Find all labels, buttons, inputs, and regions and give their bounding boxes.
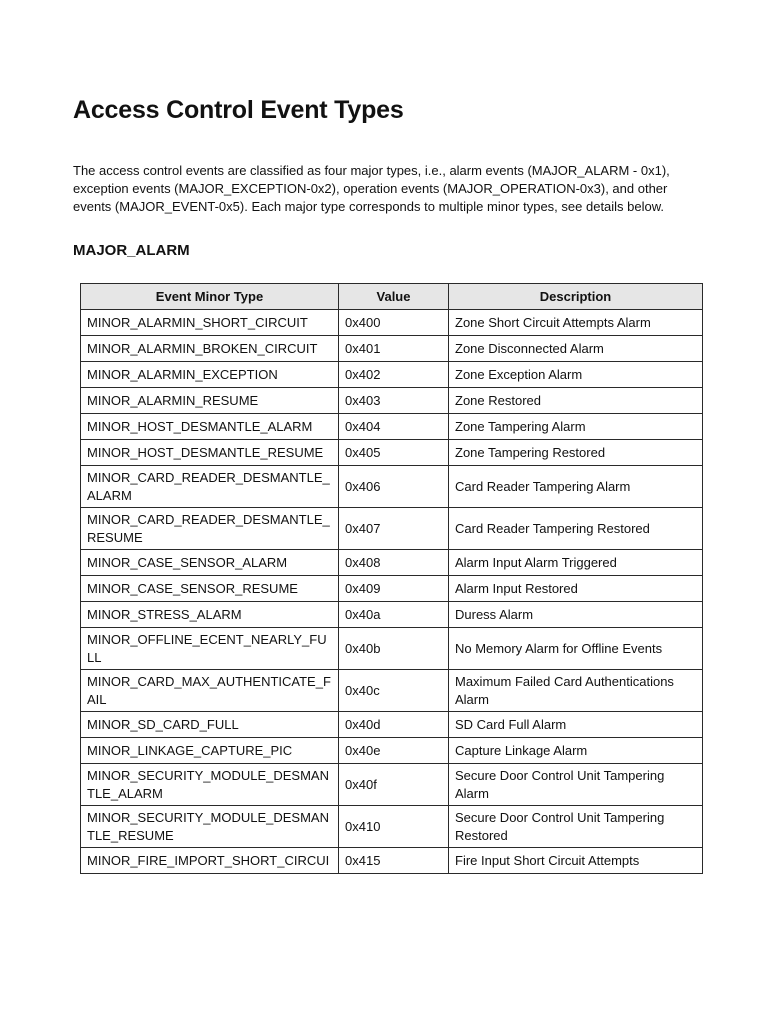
cell-value: 0x403 xyxy=(339,388,449,414)
table-row xyxy=(81,550,703,576)
cell-event-minor-type: MINOR_SECURITY_MODULE_DESMANTLE_ALARM xyxy=(81,764,339,806)
cell-description: Zone Disconnected Alarm xyxy=(449,336,703,362)
intro-paragraph: The access control events are classified as four major types, i.e., alarm events (MAJOR_ALARM - 0x1), exception events (MAJOR_EXCEPTION-0x2), operation events (MAJOR_OPERATION-0x3), and other events (MAJOR_EVENT-0x5). Each major type corresponds to multiple minor types, see details below. xyxy=(73,163,670,214)
cell-description: Maximum Failed Card Authentications Alarm xyxy=(449,670,703,712)
cell-event-minor-type: MINOR_ALARMIN_EXCEPTION xyxy=(81,362,339,388)
table-row xyxy=(81,670,703,712)
header-description: Description xyxy=(449,284,703,310)
cell-value: 0x404 xyxy=(339,414,449,440)
event-types-table xyxy=(80,283,703,874)
cell-description: Fire Input Short Circuit Attempts xyxy=(449,848,703,874)
table-row xyxy=(81,806,703,848)
cell-event-minor-type: MINOR_FIRE_IMPORT_SHORT_CIRCUI xyxy=(81,848,339,874)
cell-event-minor-type: MINOR_LINKAGE_CAPTURE_PIC xyxy=(81,738,339,764)
header-event-minor-type: Event Minor Type xyxy=(81,284,339,310)
cell-description: Zone Tampering Alarm xyxy=(449,414,703,440)
table-row xyxy=(81,336,703,362)
cell-event-minor-type: MINOR_STRESS_ALARM xyxy=(81,602,339,628)
cell-event-minor-type: MINOR_ALARMIN_BROKEN_CIRCUIT xyxy=(81,336,339,362)
cell-value: 0x40e xyxy=(339,738,449,764)
cell-description: No Memory Alarm for Offline Events xyxy=(449,628,703,670)
header-value: Value xyxy=(339,284,449,310)
cell-description: SD Card Full Alarm xyxy=(449,712,703,738)
cell-value: 0x401 xyxy=(339,336,449,362)
cell-value: 0x40f xyxy=(339,764,449,806)
cell-event-minor-type: MINOR_SECURITY_MODULE_DESMANTLE_RESUME xyxy=(81,806,339,848)
cell-value: 0x415 xyxy=(339,848,449,874)
cell-value: 0x40b xyxy=(339,628,449,670)
table-row xyxy=(81,466,703,508)
cell-event-minor-type: MINOR_CARD_READER_DESMANTLE_ALARM xyxy=(81,466,339,508)
table-row xyxy=(81,628,703,670)
cell-event-minor-type: MINOR_ALARMIN_RESUME xyxy=(81,388,339,414)
table-row xyxy=(81,414,703,440)
cell-value: 0x405 xyxy=(339,440,449,466)
cell-value: 0x402 xyxy=(339,362,449,388)
table-row xyxy=(81,712,703,738)
table-row xyxy=(81,738,703,764)
table-row xyxy=(81,764,703,806)
cell-description: Secure Door Control Unit Tampering Restored xyxy=(449,806,703,848)
cell-description: Secure Door Control Unit Tampering Alarm xyxy=(449,764,703,806)
cell-event-minor-type: MINOR_HOST_DESMANTLE_RESUME xyxy=(81,440,339,466)
cell-value: 0x410 xyxy=(339,806,449,848)
cell-description: Alarm Input Alarm Triggered xyxy=(449,550,703,576)
table-row xyxy=(81,388,703,414)
table-row xyxy=(81,602,703,628)
cell-value: 0x409 xyxy=(339,576,449,602)
cell-event-minor-type: MINOR_CARD_READER_DESMANTLE_RESUME xyxy=(81,508,339,550)
cell-event-minor-type: MINOR_CARD_MAX_AUTHENTICATE_FAIL xyxy=(81,670,339,712)
cell-description: Duress Alarm xyxy=(449,602,703,628)
cell-description: Capture Linkage Alarm xyxy=(449,738,703,764)
cell-value: 0x406 xyxy=(339,466,449,508)
cell-description: Card Reader Tampering Alarm xyxy=(449,466,703,508)
cell-value: 0x40d xyxy=(339,712,449,738)
table-row xyxy=(81,848,703,874)
cell-event-minor-type: MINOR_CASE_SENSOR_ALARM xyxy=(81,550,339,576)
cell-description: Zone Short Circuit Attempts Alarm xyxy=(449,310,703,336)
cell-value: 0x407 xyxy=(339,508,449,550)
cell-value: 0x400 xyxy=(339,310,449,336)
cell-event-minor-type: MINOR_HOST_DESMANTLE_ALARM xyxy=(81,414,339,440)
cell-event-minor-type: MINOR_OFFLINE_ECENT_NEARLY_FULL xyxy=(81,628,339,670)
cell-event-minor-type: MINOR_CASE_SENSOR_RESUME xyxy=(81,576,339,602)
table-row xyxy=(81,362,703,388)
cell-description: Zone Tampering Restored xyxy=(449,440,703,466)
cell-description: Zone Restored xyxy=(449,388,703,414)
table-row xyxy=(81,310,703,336)
table-header-row xyxy=(81,284,703,310)
cell-value: 0x40a xyxy=(339,602,449,628)
cell-event-minor-type: MINOR_ALARMIN_SHORT_CIRCUIT xyxy=(81,310,339,336)
section-heading-major-alarm: MAJOR_ALARM xyxy=(73,242,190,259)
cell-event-minor-type: MINOR_SD_CARD_FULL xyxy=(81,712,339,738)
table-row xyxy=(81,576,703,602)
cell-description: Alarm Input Restored xyxy=(449,576,703,602)
table-row xyxy=(81,508,703,550)
cell-description: Card Reader Tampering Restored xyxy=(449,508,703,550)
cell-description: Zone Exception Alarm xyxy=(449,362,703,388)
table-row xyxy=(81,440,703,466)
page-title: Access Control Event Types xyxy=(73,96,404,124)
cell-value: 0x40c xyxy=(339,670,449,712)
cell-value: 0x408 xyxy=(339,550,449,576)
